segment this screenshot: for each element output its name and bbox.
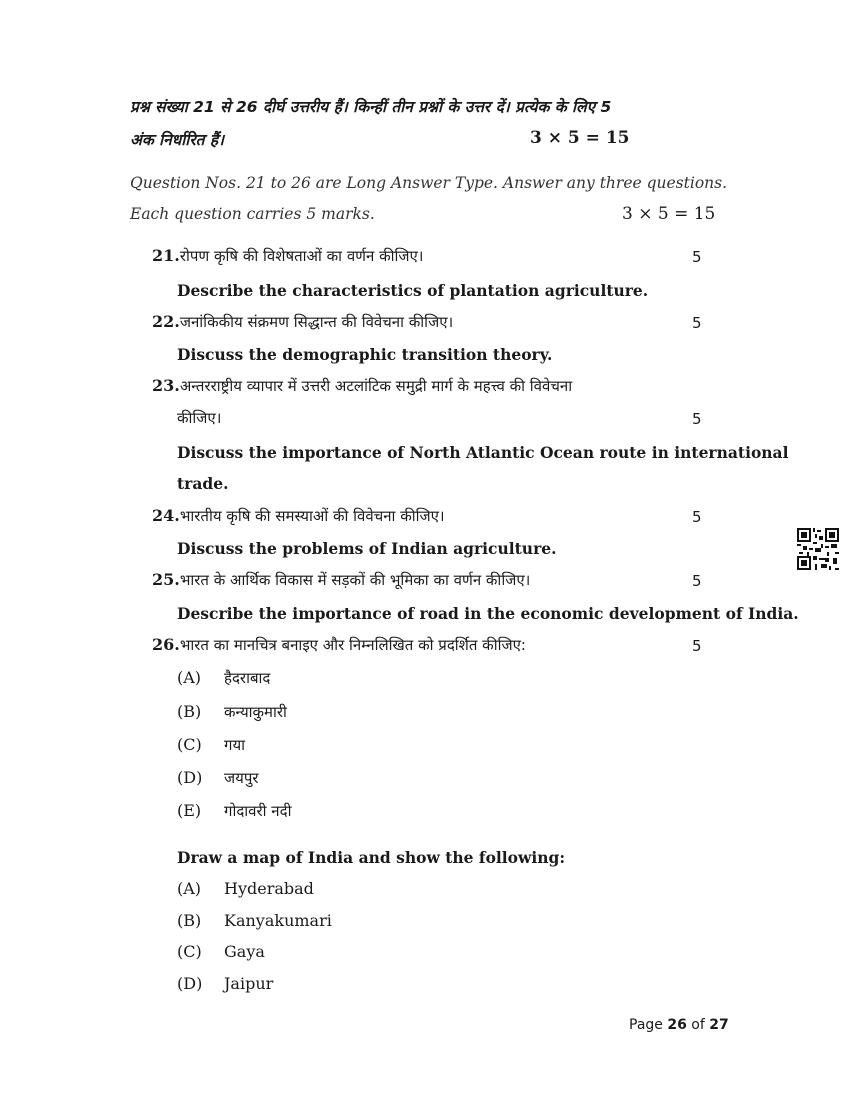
question-number: 24. bbox=[152, 506, 180, 525]
question-marks: 5 bbox=[692, 572, 702, 590]
question-26 bbox=[152, 635, 526, 655]
option-text: कन्याकुमारी bbox=[224, 703, 287, 721]
option-label: (C) bbox=[177, 735, 202, 754]
question-marks: 5 bbox=[692, 248, 702, 266]
question-25 bbox=[152, 570, 530, 590]
instruction-english-marks: 3 × 5 = 15 bbox=[622, 204, 716, 224]
option-text: जयपुर bbox=[224, 769, 259, 787]
question-marks: 5 bbox=[692, 314, 702, 332]
question-hindi: अन्तरराष्ट्रीय व्यापार में उत्तरी अटलांटिक समुद्री मार्ग के महत्त्व की विवेचना bbox=[179, 377, 573, 395]
question-hindi: भारतीय कृषि की समस्याओं की विवेचना कीजिए। bbox=[179, 507, 445, 525]
question-marks: 5 bbox=[692, 508, 702, 526]
option-text: Jaipur bbox=[224, 974, 274, 993]
question-english: Draw a map of India and show the following: bbox=[177, 848, 566, 867]
instruction-english-line2: Each question carries 5 marks. bbox=[130, 205, 375, 223]
question-english: Describe the characteristics of plantation agriculture. bbox=[177, 281, 649, 300]
option-text: Hyderabad bbox=[224, 879, 314, 898]
question-english: Discuss the demographic transition theory. bbox=[177, 345, 553, 364]
option-label: (D) bbox=[177, 768, 203, 787]
option-text: हैदराबाद bbox=[224, 669, 271, 687]
question-number: 26. bbox=[152, 635, 180, 654]
option-text: गोदावरी नदी bbox=[224, 802, 292, 820]
page-number-current: 26 bbox=[667, 1017, 687, 1033]
page-footer-middle: of bbox=[686, 1017, 710, 1033]
question-hindi-continued: कीजिए। bbox=[177, 409, 222, 427]
question-hindi: रोपण कृषि की विशेषताओं का वर्णन कीजिए। bbox=[179, 247, 424, 265]
option-label: (E) bbox=[177, 801, 202, 820]
option-label: (A) bbox=[177, 879, 202, 898]
option-label: (B) bbox=[177, 702, 202, 721]
question-number: 25. bbox=[152, 570, 180, 589]
question-english: Discuss the problems of Indian agriculture. bbox=[177, 539, 557, 558]
question-english: Describe the importance of road in the economic development of India. bbox=[177, 604, 799, 623]
question-marks: 5 bbox=[692, 410, 702, 428]
page-footer bbox=[629, 1017, 729, 1033]
option-text: Gaya bbox=[224, 942, 265, 961]
option-label: (C) bbox=[177, 942, 202, 961]
page-footer-prefix: Page bbox=[629, 1017, 668, 1033]
page-number-total: 27 bbox=[709, 1017, 729, 1033]
question-21 bbox=[152, 246, 424, 266]
question-22 bbox=[152, 312, 453, 332]
instruction-hindi-line2: अंक निर्धारित हैं। bbox=[130, 131, 224, 149]
question-number: 23. bbox=[152, 376, 180, 395]
option-label: (D) bbox=[177, 974, 203, 993]
option-text: Kanyakumari bbox=[224, 911, 332, 930]
question-number: 21. bbox=[152, 246, 180, 265]
question-hindi: जनांकिकीय संक्रमण सिद्धान्त की विवेचना कीजिए। bbox=[179, 313, 454, 331]
instruction-hindi-line1: प्रश्न संख्या 21 से 26 दीर्घ उत्तरीय हैं। किन्हीं तीन प्रश्नों के उत्तर दें। प्रत्येक के लिए 5 bbox=[130, 98, 612, 116]
question-hindi: भारत का मानचित्र बनाइए और निम्नलिखित को प्रदर्शित कीजिए: bbox=[179, 636, 526, 654]
question-english-continued: trade. bbox=[177, 474, 229, 493]
instruction-hindi-marks: 3 × 5 = 15 bbox=[530, 128, 630, 148]
question-number: 22. bbox=[152, 312, 180, 331]
instruction-english-line1: Question Nos. 21 to 26 are Long Answer Type. Answer any three questions. bbox=[130, 174, 728, 192]
question-hindi: भारत के आर्थिक विकास में सड़कों की भूमिका का वर्णन कीजिए। bbox=[179, 571, 531, 589]
question-23 bbox=[152, 376, 572, 396]
question-english: Discuss the importance of North Atlantic Ocean route in international bbox=[177, 443, 789, 462]
qr-code-icon bbox=[797, 528, 839, 570]
question-24 bbox=[152, 506, 445, 526]
option-label: (B) bbox=[177, 911, 202, 930]
option-label: (A) bbox=[177, 668, 202, 687]
question-marks: 5 bbox=[692, 637, 702, 655]
option-text: गया bbox=[224, 736, 246, 754]
